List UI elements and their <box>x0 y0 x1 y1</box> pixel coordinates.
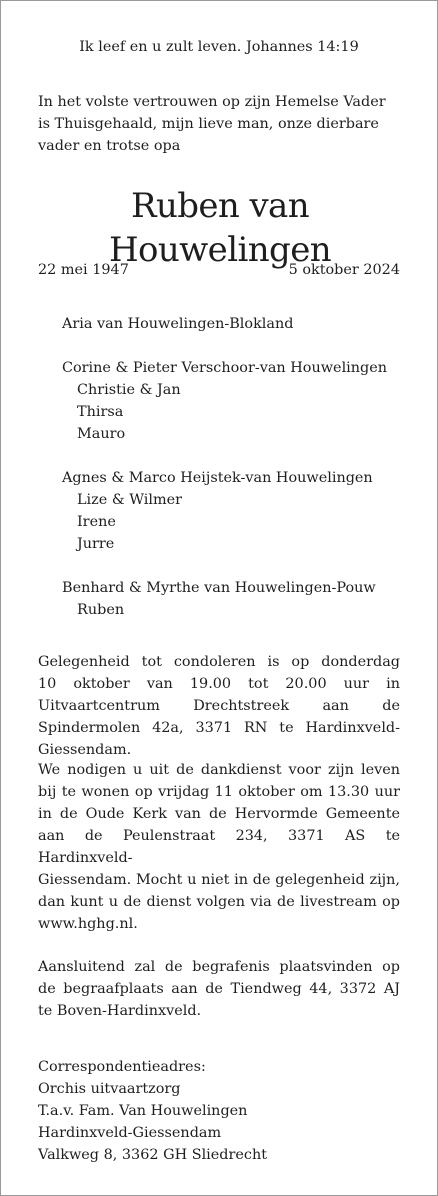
intro-line: In het volste vertrouwen op zijn Hemelse Vader <box>38 94 386 110</box>
relative-name: Corine & Pieter Verschoor-van Houwelingen <box>62 360 388 376</box>
life-dates <box>38 259 400 281</box>
condolence-info <box>38 651 400 761</box>
address-line: Valkweg 8, 3362 GH Sliedrecht <box>38 1147 268 1163</box>
grandchild-name: Christie & Jan <box>77 382 181 398</box>
relative-group <box>62 313 417 335</box>
service-line: We nodigen u uit de dankdienst voor zijn leven <box>38 762 400 778</box>
service-line: bij te wonen op vrijdag 11 oktober om 13.30 uur <box>38 784 400 800</box>
grandchild-name: Lize & Wilmer <box>77 492 182 508</box>
relative-group <box>62 467 417 555</box>
address-line: Hardinxveld-Giessendam <box>38 1125 222 1141</box>
service-line: in de Oude Kerk van de Hervormde Gemeente <box>38 806 400 822</box>
burial-line: Aansluitend zal de begrafenis plaatsvinden op <box>38 959 400 975</box>
condolence-line: Spindermolen 42a, 3371 RN te Hardinxveld- <box>38 720 400 736</box>
condolence-line: Gelegenheid tot condoleren is op donderdag <box>38 654 400 670</box>
condolence-line: Giessendam. <box>38 742 132 758</box>
intro-line: vader en trotse opa <box>38 138 181 154</box>
service-line: Giessendam. Mocht u niet in de gelegenheid zijn, <box>38 872 400 888</box>
relative-group <box>62 357 417 445</box>
relative-group <box>62 577 417 621</box>
service-line: aan de Peulenstraat 234, 3371 AS te Hardinxveld- <box>38 828 400 866</box>
deceased-name: Ruben van Houwelingen <box>108 186 332 270</box>
death-date: 5 oktober 2024 <box>288 262 400 278</box>
service-line: www.hghg.nl. <box>38 916 138 932</box>
address-line: T.a.v. Fam. Van Houwelingen <box>38 1103 248 1119</box>
condolence-line: Uitvaartcentrum Drechtstreek aan de <box>38 698 400 714</box>
relative-name: Agnes & Marco Heijstek-van Houwelingen <box>62 470 373 486</box>
burial-line: te Boven-Hardinxveld. <box>38 1003 202 1019</box>
relative-name: Aria van Houwelingen-Blokland <box>62 316 294 332</box>
address-line: Orchis uitvaartzorg <box>38 1081 181 1097</box>
grandchild-name: Ruben <box>77 602 125 618</box>
address-heading: Correspondentieadres: <box>38 1059 206 1075</box>
bible-quote: Ik leef en u zult leven. Johannes 14:19 <box>79 39 359 55</box>
burial-info <box>38 956 400 1022</box>
relative-name: Benhard & Myrthe van Houwelingen-Pouw <box>62 580 376 596</box>
grandchild-name: Jurre <box>77 536 115 552</box>
service-line: dan kunt u de dienst volgen via de livestream op <box>38 894 400 910</box>
birth-date: 22 mei 1947 <box>38 262 129 278</box>
relatives-list <box>62 313 417 643</box>
grandchild-name: Irene <box>77 514 116 530</box>
condolence-line: 10 oktober van 19.00 tot 20.00 uur in <box>38 676 400 692</box>
intro-line: is Thuisgehaald, mijn lieve man, onze dierbare <box>38 116 379 132</box>
intro-text <box>38 91 400 157</box>
service-info <box>38 759 400 935</box>
grandchild-name: Mauro <box>77 426 126 442</box>
correspondence-address <box>38 1056 400 1166</box>
grandchild-name: Thirsa <box>77 404 124 420</box>
burial-line: de begraafplaats aan de Tiendweg 44, 3372 AJ <box>38 981 400 997</box>
